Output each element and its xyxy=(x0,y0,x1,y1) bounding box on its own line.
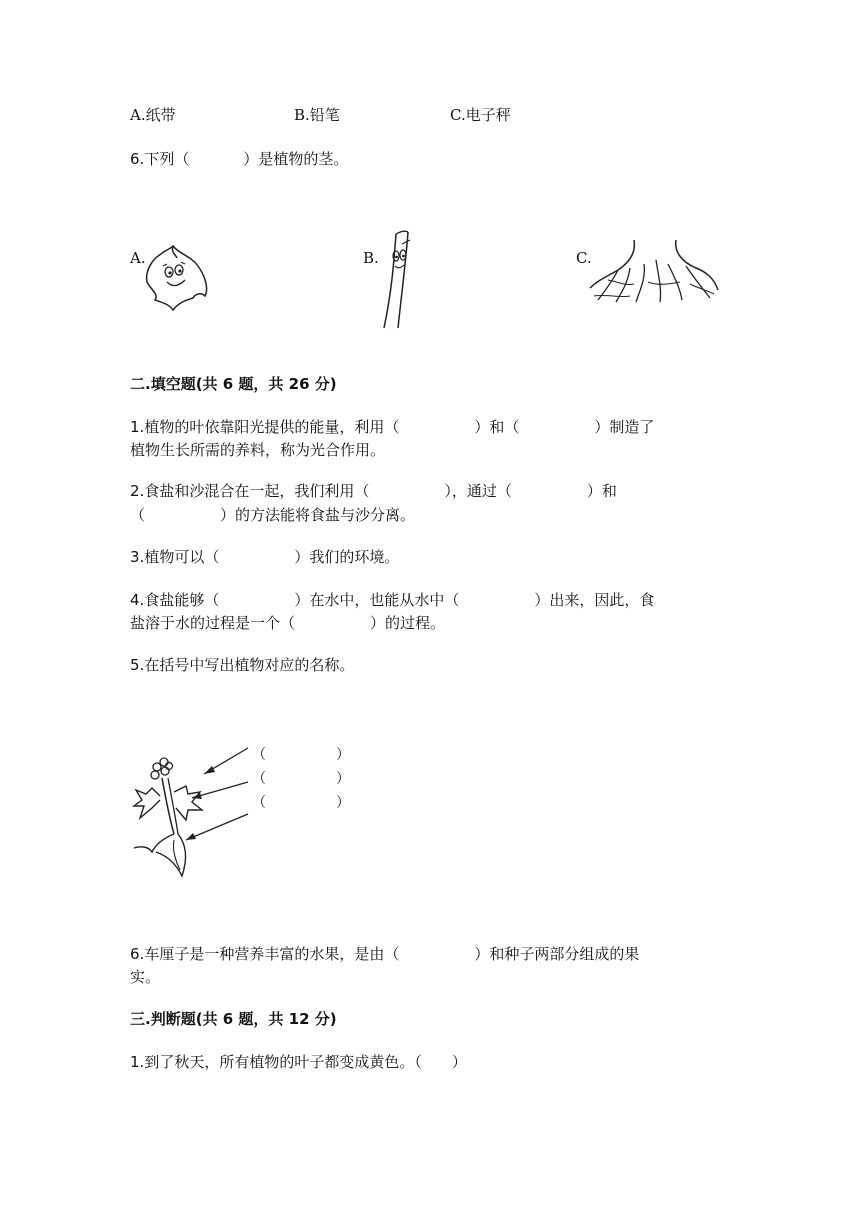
question-number: 2. xyxy=(130,482,145,500)
section-2-heading: 二.填空题(共 6 题，共 26 分) xyxy=(130,375,337,393)
question-text: 到了秋天，所有植物的叶子都变成黄色。（ ） xyxy=(144,1053,467,1071)
cartoon-stem-icon xyxy=(380,230,420,330)
question-number: 1. xyxy=(130,418,145,436)
question-text: 在括号中写出植物对应的名称。 xyxy=(144,656,355,674)
question-text-after: ）是植物的茎。 xyxy=(243,150,349,168)
option-b-label: B. xyxy=(363,249,379,267)
question-number: 6. xyxy=(130,150,145,168)
fill-question-4-line-1 xyxy=(130,589,654,612)
fill-question-1-line-2: 植物生长所需的养料，称为光合作用。 xyxy=(130,441,386,459)
question-number: 3. xyxy=(130,548,145,566)
fill-question-6-line-1 xyxy=(130,943,639,966)
section-3-heading: 三.判断题(共 6 题，共 12 分) xyxy=(130,1010,337,1028)
fill-question-2-line-2: （ ）的方法能将食盐与沙分离。 xyxy=(130,506,416,524)
tree-roots-icon xyxy=(590,238,720,308)
question-number: 6. xyxy=(130,945,145,963)
fill-question-6-line-2: 实。 xyxy=(130,968,161,986)
plant-label-blanks xyxy=(252,743,350,815)
question-text: 植物可以（ ）我们的环境。 xyxy=(144,548,400,566)
question-text: 车厘子是一种营养丰富的水果，是由（ ）和种子两部分组成的果 xyxy=(144,945,640,963)
question-number: 1. xyxy=(130,1053,145,1071)
leaf-name-blank[interactable]: （ ） xyxy=(252,771,350,787)
question-text: 植物的叶依靠阳光提供的能量，利用（ ）和（ ）制造了 xyxy=(144,418,655,436)
question-number: 5. xyxy=(130,656,145,674)
fill-question-2-line-1 xyxy=(130,480,617,503)
judge-question-1 xyxy=(130,1051,467,1074)
question-text-before: 下列（ xyxy=(144,150,190,168)
question-text: 食盐和沙混合在一起，我们利用（ ），通过（ ）和 xyxy=(144,482,617,500)
flower-name-blank[interactable]: （ ） xyxy=(252,747,350,763)
option-a-label: A. xyxy=(130,249,146,267)
option-c-label: C. xyxy=(576,249,592,267)
option-a-paper-tape: A.纸带 xyxy=(130,106,176,124)
fill-question-5 xyxy=(130,654,354,677)
fill-question-1-line-1 xyxy=(130,416,654,439)
fill-question-4-line-2: 盐溶于水的过程是一个（ ）的过程。 xyxy=(130,614,446,632)
question-number: 4. xyxy=(130,591,145,609)
fill-question-3 xyxy=(130,546,399,569)
option-b-pencil: B.铅笔 xyxy=(294,106,340,124)
question-text: 食盐能够（ ）在水中，也能从水中（ ）出来，因此，食 xyxy=(144,591,655,609)
question-6-stem xyxy=(130,148,348,171)
root-name-blank[interactable]: （ ） xyxy=(252,795,350,811)
option-c-scale: C.电子秤 xyxy=(450,106,511,124)
cartoon-leaf-icon xyxy=(143,244,213,314)
